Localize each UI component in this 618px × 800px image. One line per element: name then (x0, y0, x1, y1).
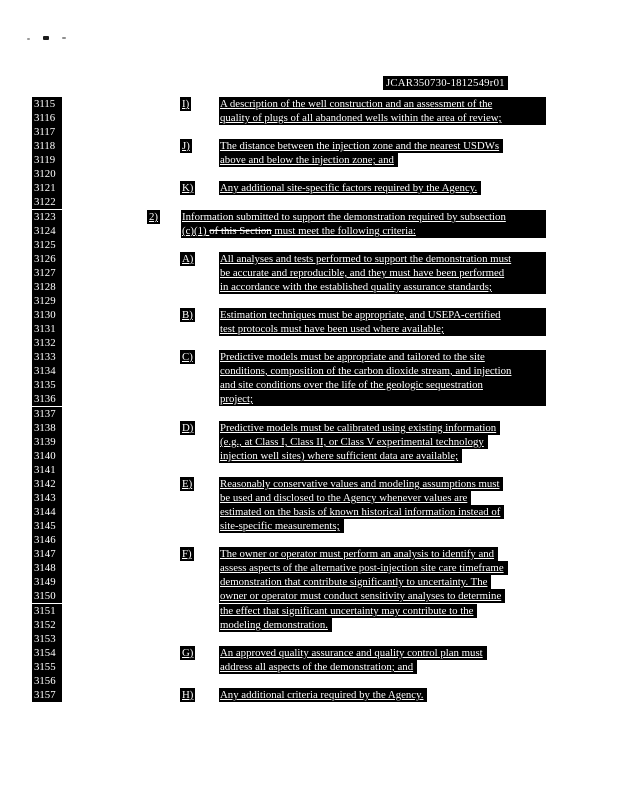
doc-line (0, 547, 618, 561)
line-number: 3122 (32, 195, 62, 209)
item-label: C) (182, 351, 193, 363)
line-number: 3134 (32, 364, 62, 378)
scan-artifact (27, 38, 30, 40)
line-number: 3125 (32, 238, 62, 252)
doc-line (0, 350, 618, 364)
doc-line (0, 97, 618, 111)
doc-line (0, 167, 618, 181)
doc-line (0, 111, 618, 125)
doc-line (0, 308, 618, 322)
line-number: 3148 (32, 561, 62, 575)
line-text (219, 561, 508, 575)
line-number: 3116 (32, 111, 62, 125)
line-text (219, 280, 546, 294)
doc-line (0, 294, 618, 308)
item-label: B) (182, 309, 193, 321)
scan-artifact (62, 37, 66, 39)
doc-line (0, 407, 618, 421)
inserted-text: modeling demonstration. (220, 619, 328, 631)
doc-line (0, 575, 618, 589)
doc-line (0, 139, 618, 153)
line-text (219, 308, 546, 322)
inserted-text: A description of the well construction and an assessment of the (220, 98, 493, 110)
doc-line (0, 252, 618, 266)
line-number: 3127 (32, 266, 62, 280)
line-text (181, 224, 546, 238)
line-text (219, 688, 427, 702)
inserted-text: conditions, composition of the carbon dioxide stream, and injection (220, 365, 512, 377)
doc-line (0, 449, 618, 463)
doc-line (0, 435, 618, 449)
doc-line (0, 238, 618, 252)
line-text (219, 364, 546, 378)
doc-line (0, 561, 618, 575)
inserted-text: owner or operator must conduct sensitivity analyses to determine (220, 590, 502, 602)
line-number: 3141 (32, 463, 62, 477)
line-text (219, 449, 462, 463)
document-id: JCAR350730-1812549r01 (383, 76, 508, 90)
item-label: G) (182, 647, 194, 659)
line-number: 3129 (32, 294, 62, 308)
line-text (219, 435, 488, 449)
line-text (219, 505, 504, 519)
line-number: 3147 (32, 547, 62, 561)
line-text (219, 547, 498, 561)
item-label: F) (182, 548, 192, 560)
line-number: 3139 (32, 435, 62, 449)
item-label: J) (182, 140, 190, 152)
doc-line (0, 646, 618, 660)
line-text (219, 266, 546, 280)
item-label: D) (182, 422, 194, 434)
line-number: 3155 (32, 660, 62, 674)
inserted-text: be accurate and reproducible, and they must have been performed (220, 267, 505, 279)
doc-line (0, 491, 618, 505)
doc-line (0, 589, 618, 603)
doc-line (0, 181, 618, 195)
line-number: 3144 (32, 505, 62, 519)
line-number: 3156 (32, 674, 62, 688)
line-number: 3119 (32, 153, 62, 167)
line-text (219, 97, 546, 111)
doc-line (0, 604, 618, 618)
line-number: 3128 (32, 280, 62, 294)
line-text (219, 618, 332, 632)
line-number: 3152 (32, 618, 62, 632)
doc-line (0, 618, 618, 632)
line-number: 3136 (32, 392, 62, 406)
inserted-text: and site conditions over the life of the geologic sequestration (220, 379, 483, 391)
doc-line (0, 210, 618, 224)
inserted-text: Reasonably conservative values and modeling assumptions must (220, 478, 500, 490)
inserted-text: above and below the injection zone; and (220, 154, 394, 166)
line-text (219, 604, 477, 618)
doc-line (0, 533, 618, 547)
doc-line (0, 364, 618, 378)
line-text (219, 153, 398, 167)
line-number: 3121 (32, 181, 62, 195)
line-number: 3135 (32, 378, 62, 392)
inserted-text: An approved quality assurance and quality control plan must (220, 647, 483, 659)
line-number: 3124 (32, 224, 62, 238)
doc-line (0, 505, 618, 519)
doc-line (0, 195, 618, 209)
inserted-text: Predictive models must be appropriate and tailored to the site (220, 351, 485, 363)
inserted-text: Estimation techniques must be appropriate, and USEPA-certified (220, 309, 501, 321)
inserted-text: The distance between the injection zone and the nearest USDWs (220, 140, 500, 152)
doc-line (0, 125, 618, 139)
deleted-text: of this Section (209, 225, 272, 237)
inserted-text: assess aspects of the alternative post-injection site care timeframe (220, 562, 504, 574)
line-number: 3126 (32, 252, 62, 266)
line-text (219, 350, 546, 364)
doc-line (0, 280, 618, 294)
line-text (219, 378, 546, 392)
doc-line (0, 153, 618, 167)
inserted-text: demonstration that contribute significantly to uncertainty. The (220, 576, 488, 588)
line-number: 3140 (32, 449, 62, 463)
item-label: E) (182, 478, 193, 490)
doc-line (0, 463, 618, 477)
line-number: 3130 (32, 308, 62, 322)
doc-line (0, 322, 618, 336)
line-text (219, 421, 500, 435)
inserted-text: (e.g., at Class I, Class II, or Class V experimental technology (220, 436, 484, 448)
line-text (181, 210, 546, 224)
doc-line (0, 224, 618, 238)
inserted-text: All analyses and tests performed to support the demonstration must (220, 253, 512, 265)
line-text (219, 646, 487, 660)
doc-line (0, 378, 618, 392)
inserted-text: Any additional criteria required by the Agency. (220, 689, 424, 701)
doc-line (0, 336, 618, 350)
line-number: 3146 (32, 533, 62, 547)
doc-line (0, 519, 618, 533)
line-text (219, 660, 417, 674)
line-number: 3133 (32, 350, 62, 364)
inserted-text: the effect that significant uncertainty may contribute to the (220, 605, 474, 617)
line-number: 3143 (32, 491, 62, 505)
line-text (219, 575, 491, 589)
doc-line (0, 674, 618, 688)
item-label: I) (182, 98, 190, 110)
inserted-text: project; (220, 393, 253, 405)
item-label: A) (182, 253, 194, 265)
item-label: 2) (149, 211, 158, 223)
line-number: 3117 (32, 125, 62, 139)
line-number: 3131 (32, 322, 62, 336)
line-number: 3137 (32, 407, 62, 421)
line-number: 3123 (32, 210, 62, 224)
doc-line (0, 632, 618, 646)
line-number: 3149 (32, 575, 62, 589)
doc-line (0, 421, 618, 435)
inserted-text: be used and disclosed to the Agency whenever values are (220, 492, 468, 504)
doc-line (0, 266, 618, 280)
line-number: 3138 (32, 421, 62, 435)
line-number: 3120 (32, 167, 62, 181)
doc-line (0, 477, 618, 491)
inserted-text: must meet the following criteria: (271, 225, 416, 237)
line-number: 3153 (32, 632, 62, 646)
doc-line (0, 688, 618, 702)
line-number: 3157 (32, 688, 62, 702)
inserted-text: injection well sites) where sufficient data are available; (220, 450, 459, 462)
item-label: H) (182, 689, 194, 701)
inserted-text: address all aspects of the demonstration; and (220, 661, 414, 673)
line-text (219, 589, 505, 603)
line-number: 3142 (32, 477, 62, 491)
inserted-text: (c)(1) (182, 225, 210, 237)
line-text (219, 519, 344, 533)
line-number: 3115 (32, 97, 62, 111)
item-label: K) (182, 182, 194, 194)
doc-line (0, 660, 618, 674)
doc-line (0, 392, 618, 406)
line-number: 3118 (32, 139, 62, 153)
line-text (219, 252, 546, 266)
inserted-text: site-specific measurements; (220, 520, 340, 532)
line-text (219, 392, 546, 406)
inserted-text: in accordance with the established quality assurance standards; (220, 281, 492, 293)
line-number: 3151 (32, 604, 62, 618)
line-number: 3154 (32, 646, 62, 660)
line-text (219, 322, 546, 336)
inserted-text: quality of plugs of all abandoned wells within the area of review; (220, 112, 502, 124)
line-text (219, 111, 546, 125)
line-text (219, 491, 471, 505)
line-number: 3150 (32, 589, 62, 603)
line-text (219, 181, 481, 195)
inserted-text: Predictive models must be calibrated using existing information (220, 422, 497, 434)
inserted-text: estimated on the basis of known historical information instead of (220, 506, 501, 518)
inserted-text: Information submitted to support the demonstration required by subsection (182, 211, 506, 223)
inserted-text: test protocols must have been used where available; (220, 323, 444, 335)
line-number: 3145 (32, 519, 62, 533)
scan-artifact (43, 36, 49, 40)
line-text (219, 139, 503, 153)
line-text (219, 477, 503, 491)
inserted-text: The owner or operator must perform an analysis to identify and (220, 548, 495, 560)
line-number: 3132 (32, 336, 62, 350)
inserted-text: Any additional site-specific factors required by the Agency. (220, 182, 478, 194)
